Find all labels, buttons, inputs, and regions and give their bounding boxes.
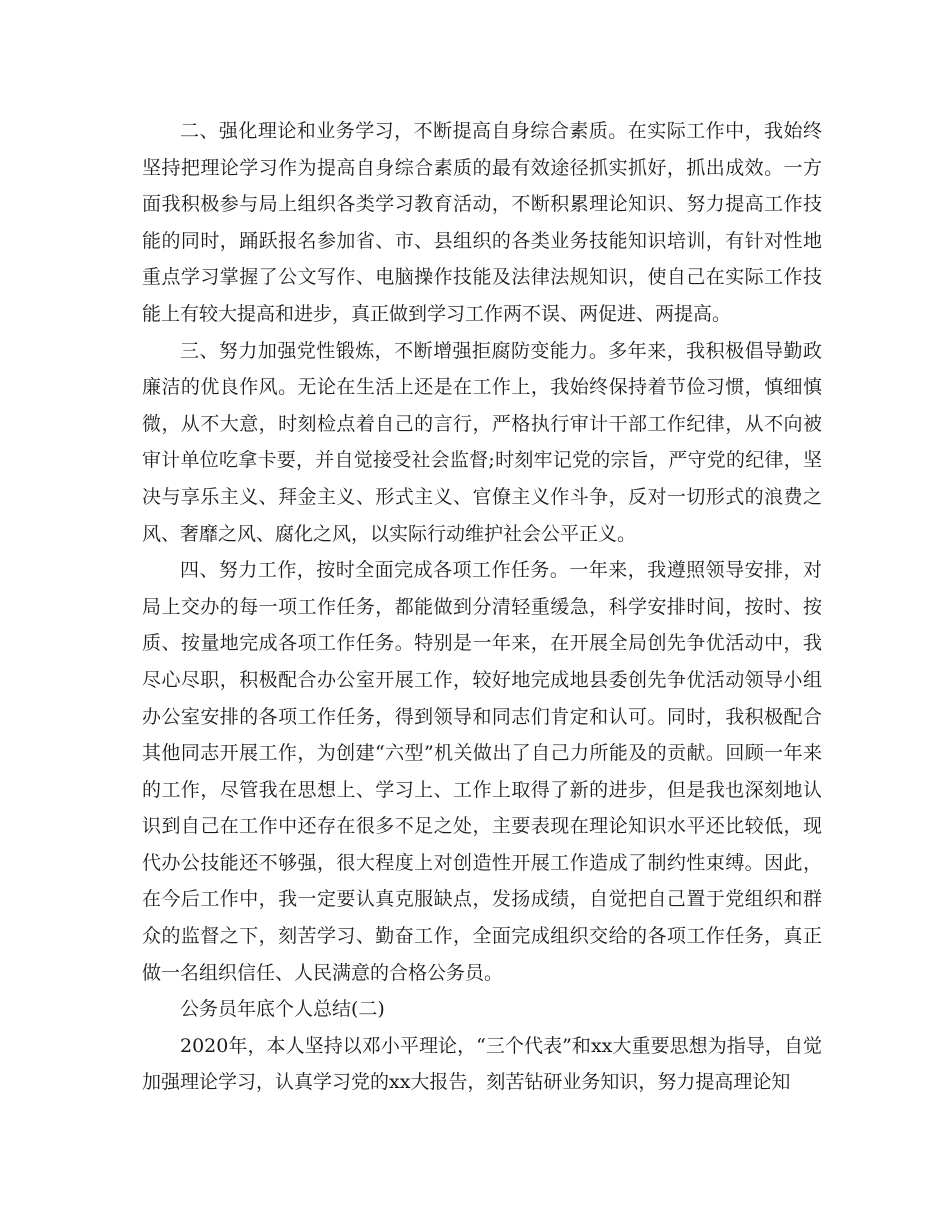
- paragraph-2020-summary: 2020年，本人坚持以邓小平理论，“三个代表”和xx大重要思想为指导，自觉加强理论学习，认真学习党的xx大报告，刻苦钻研业务知识，努力提高理论知: [142, 1034, 822, 1094]
- document-body: [142, 113, 822, 1101]
- paragraph-work-tasks: 四、努力工作，按时全面完成各项工作任务。一年来，我遵照领导安排，对局上交办的每一项工作任务，都能做到分清轻重缓急，科学安排时间，按时、按质、按量地完成各项工作任务。特别是一年来，在开展全局创先争优活动中，我尽心尽职，积极配合办公室开展工作，较好地完成地县委创先争优活动领导小组办公室安排的各项工作任务，得到领导和同志们肯定和认可。同时，我积极配合其他同志开展工作，为创建“六型”机关做出了自己力所能及的贡献。回顾一年来的工作，尽管我在思想上、学习上、工作上取得了新的进步，但是我也深刻地认识到自己在工作中还存在很多不足之处，主要表现在理论知识水平还比较低，现代办公技能还不够强，很大程度上对创造性开展工作造成了制约性束缚。因此，在今后工作中，我一定要认真克服缺点，发扬成绩，自觉把自己置于党组织和群众的监督之下，刻苦学习、勤奋工作，全面完成组织交给的各项工作任务，真正做一名组织信任、人民满意的合格公务员。: [142, 559, 822, 984]
- paragraph-party-discipline: 三、努力加强党性锻炼，不断增强拒腐防变能力。多年来，我积极倡导勤政廉洁的优良作风。无论在生活上还是在工作上，我始终保持着节俭习惯，慎细慎微，从不大意，时刻检点着自己的言行，严格执行审计干部工作纪律，从不向被审计单位吃拿卡要，并自觉接受社会监督;时刻牢记党的宗旨，严守党的纪律，坚决与享乐主义、拜金主义、形式主义、官僚主义作斗争，反对一切形式的浪费之风、奢靡之风、腐化之风，以实际行动维护社会公平正义。: [142, 339, 822, 545]
- section-heading: 公务员年底个人总结(二): [180, 998, 385, 1021]
- paragraph-study: 二、强化理论和业务学习，不断提高自身综合素质。在实际工作中，我始终坚持把理论学习作为提高自身综合素质的最有效途径抓实抓好，抓出成效。一方面我积极参与局上组织各类学习教育活动，不断积累理论知识、努力提高工作技能的同时，踊跃报名参加省、市、县组织的各类业务技能知识培训，有针对性地重点学习掌握了公文写作、电脑操作技能及法律法规知识，使自己在实际工作技能上有较大提高和进步，真正做到学习工作两不误、两促进、两提高。: [142, 120, 822, 325]
